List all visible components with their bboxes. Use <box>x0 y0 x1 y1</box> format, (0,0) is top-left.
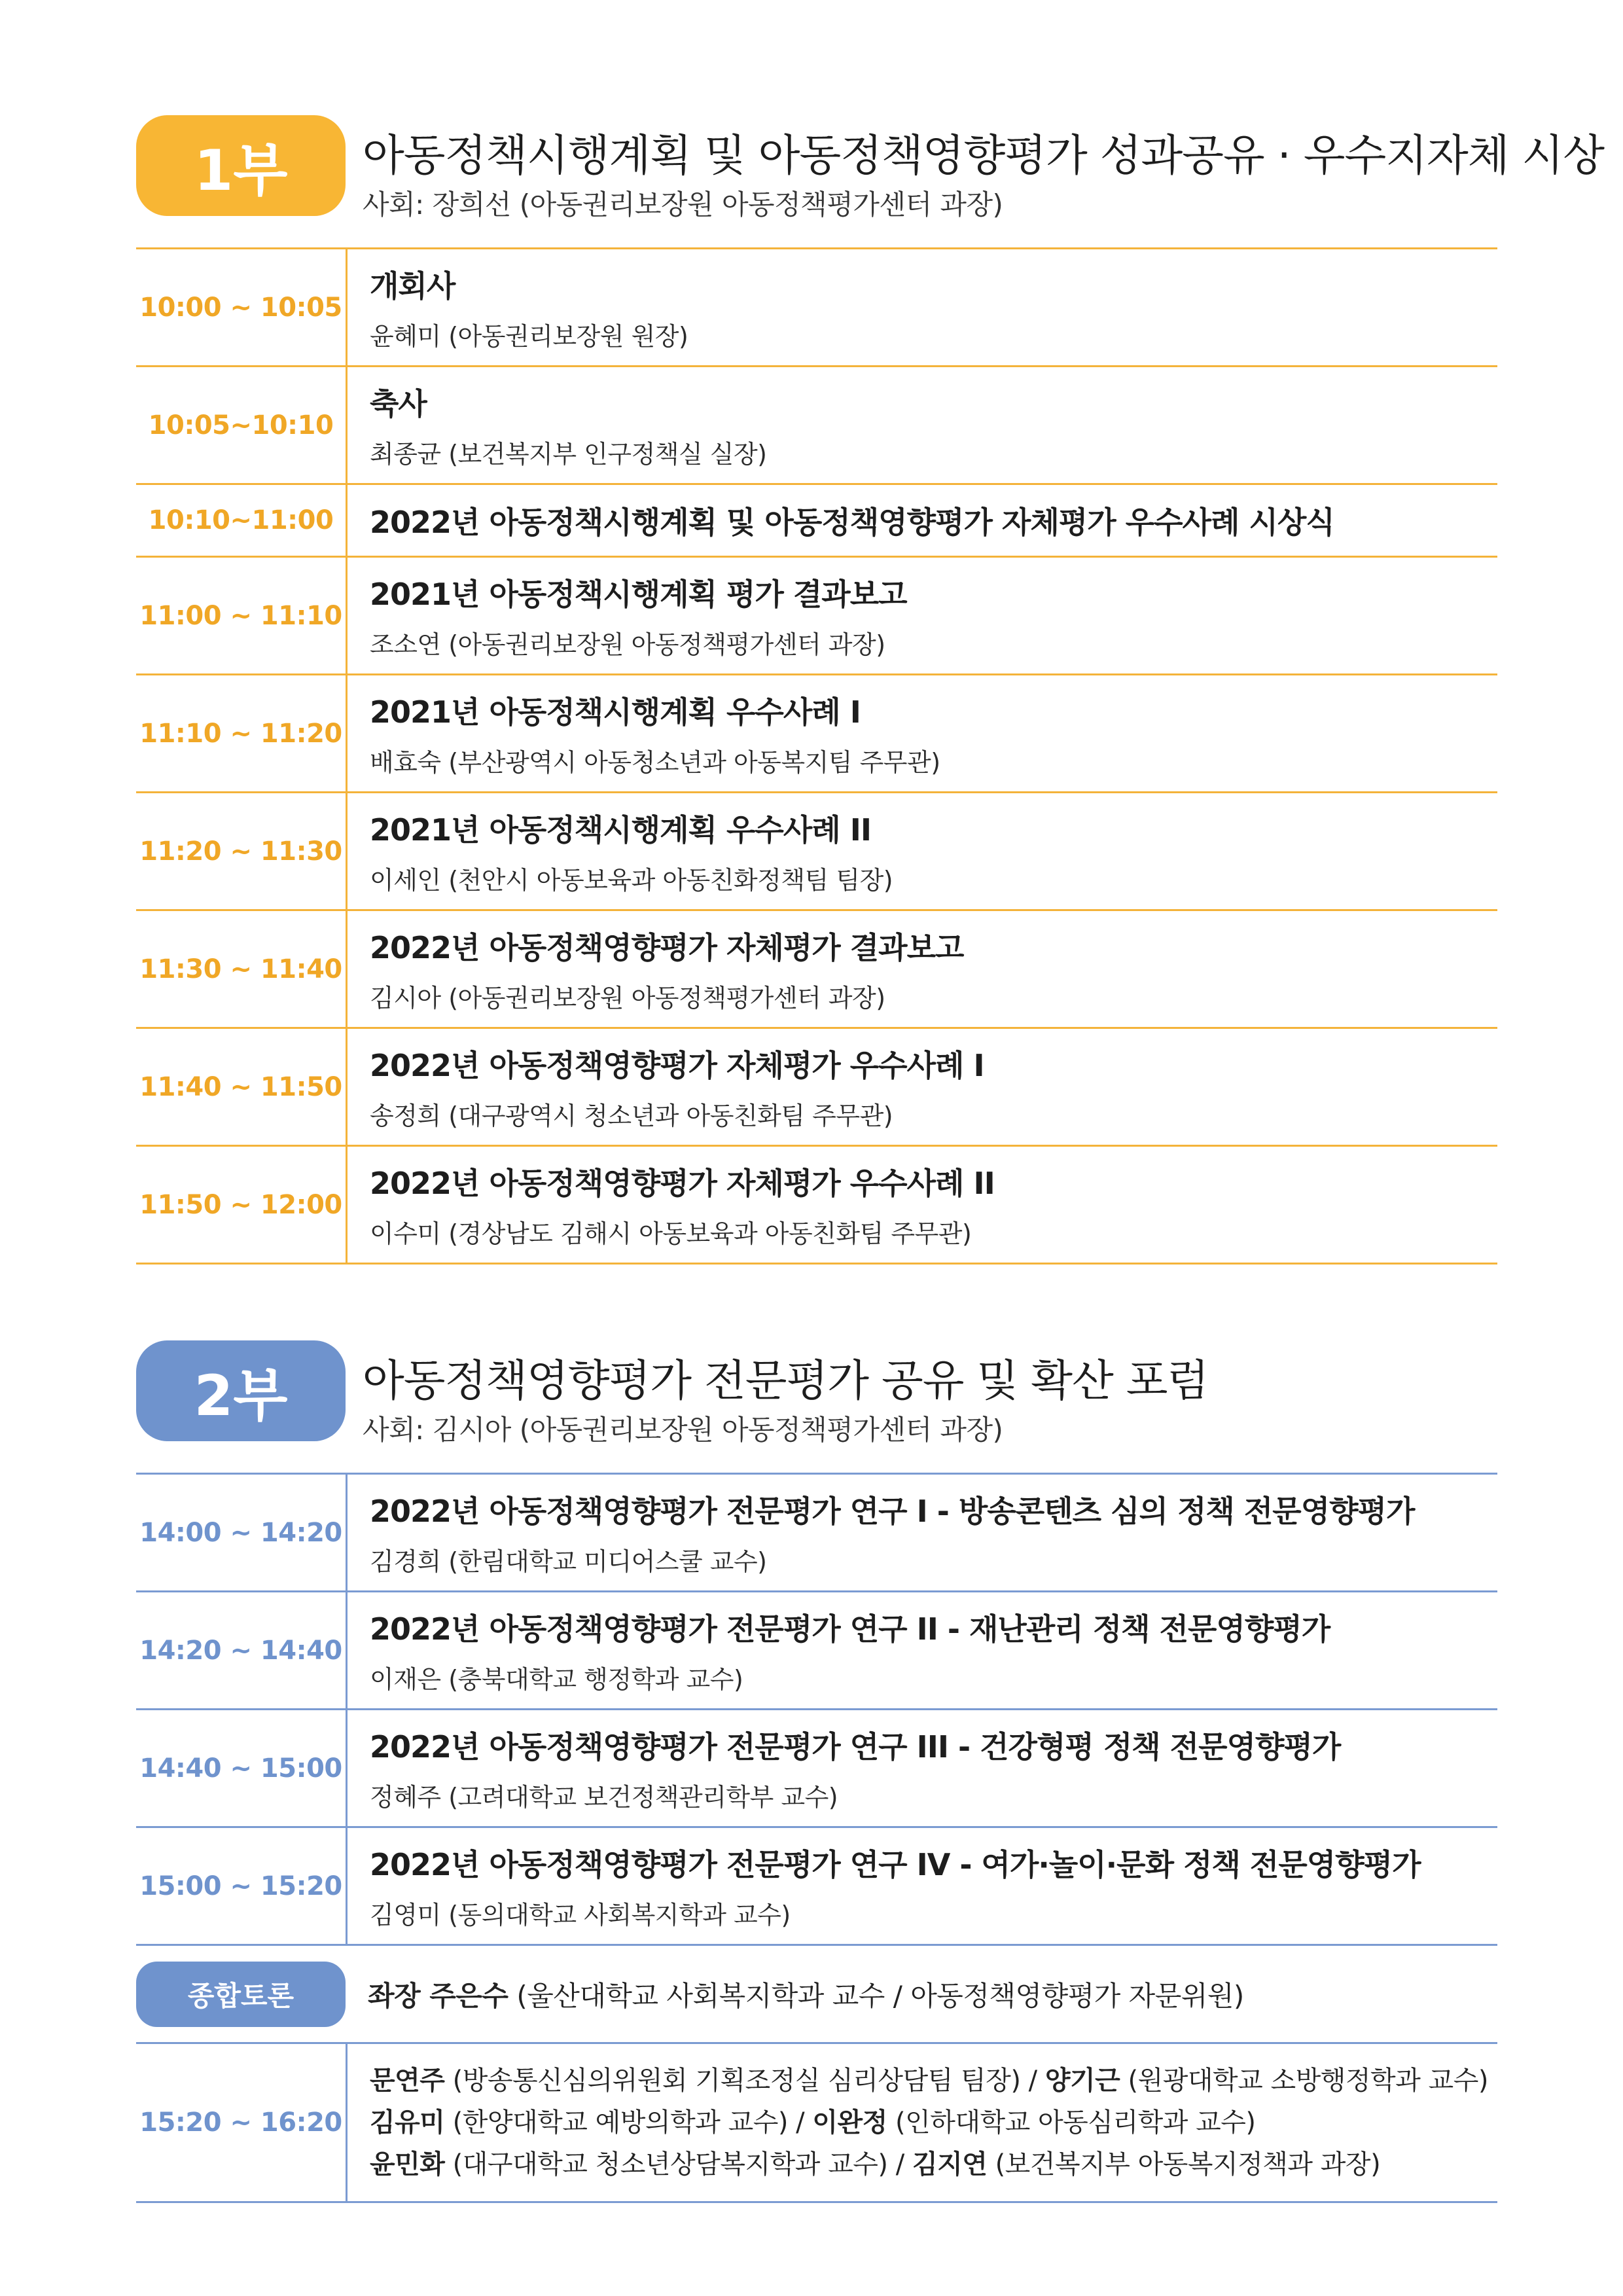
part1-schedule-table <box>136 247 1497 1265</box>
schedule-time: 15:00 ~ 15:20 <box>136 1828 348 1944</box>
panelist-name: 이완정 <box>812 2108 887 2138</box>
schedule-row <box>136 1592 1497 1710</box>
schedule-content <box>348 249 688 365</box>
part2-badge: 2부 <box>136 1340 346 1441</box>
schedule-time: 11:20 ~ 11:30 <box>136 793 348 909</box>
part2-section <box>136 1340 1497 2179</box>
panelist-name: 김지연 <box>912 2149 988 2179</box>
schedule-content <box>348 1147 995 1263</box>
schedule-time: 11:50 ~ 12:00 <box>136 1147 348 1263</box>
panelist-name: 양기근 <box>1044 2066 1120 2096</box>
schedule-speaker: 정혜주 (고려대학교 보건정책관리학부 교수) <box>370 1783 838 1812</box>
schedule-content <box>348 793 893 909</box>
schedule-content <box>348 1828 1421 1944</box>
schedule-time: 14:40 ~ 15:00 <box>136 1710 348 1826</box>
part2-host: 사회: 김시아 (아동권리보장원 아동정책평가센터 과장) <box>363 1414 1003 1446</box>
schedule-row <box>136 1710 1497 1828</box>
schedule-title: 2022년 아동정책영향평가 자체평가 결과보고 <box>370 930 964 965</box>
schedule-content <box>348 367 767 483</box>
schedule-title: 2021년 아동정책시행계획 우수사례 I <box>370 694 861 730</box>
part1-badge: 1부 <box>136 115 346 216</box>
panelist-affiliation: (보건복지부 아동복지정책과 과장) <box>987 2149 1381 2179</box>
chair-name: 좌장 주은수 <box>368 1979 508 2012</box>
schedule-title: 개회사 <box>370 268 455 304</box>
schedule-title: 축사 <box>370 386 427 422</box>
schedule-speaker: 이재은 (충북대학교 행정학과 교수) <box>370 1665 743 1694</box>
panelist-affiliation: (한양대학교 예방의학과 교수) / <box>444 2108 813 2138</box>
schedule-title: 2022년 아동정책영향평가 자체평가 우수사례 II <box>370 1166 995 1201</box>
schedule-speaker: 이세인 (천안시 아동보육과 아동친화정책팀 팀장) <box>370 866 893 895</box>
part1-title: 아동정책시행계획 및 아동정책영향평가 성과공유 · 우수지자체 시상 <box>363 130 1605 181</box>
schedule-time: 11:30 ~ 11:40 <box>136 911 348 1027</box>
schedule-title: 2022년 아동정책시행계획 및 아동정책영향평가 자체평가 우수사례 시상식 <box>370 505 1334 540</box>
schedule-content <box>348 911 963 1027</box>
panelist-name: 문연주 <box>370 2066 445 2096</box>
panel-list <box>348 2044 1488 2201</box>
schedule-time: 14:20 ~ 14:40 <box>136 1592 348 1708</box>
part1-host: 사회: 장희선 (아동권리보장원 아동정책평가센터 과장) <box>363 188 1003 221</box>
schedule-title: 2022년 아동정책영향평가 자체평가 우수사례 I <box>370 1048 984 1083</box>
panelist-name: 윤민화 <box>370 2149 445 2179</box>
schedule-row <box>136 485 1497 558</box>
schedule-title: 2022년 아동정책영향평가 전문평가 연구 III - 건강형평 정책 전문영향평가 <box>370 1729 1341 1765</box>
panel-line <box>370 2060 1488 2102</box>
discussion-chair-row <box>136 1946 1497 2044</box>
schedule-row <box>136 793 1497 911</box>
panelist-affiliation: (방송통신심의위원회 기획조정실 심리상담팀 팀장) / <box>444 2066 1045 2096</box>
schedule-row <box>136 1147 1497 1265</box>
schedule-content <box>348 1029 984 1145</box>
schedule-title: 2022년 아동정책영향평가 전문평가 연구 IV - 여가·놀이·문화 정책 전문영향평가 <box>370 1847 1421 1882</box>
chair-affiliation: (울산대학교 사회복지학과 교수 / 아동정책영향평가 자문위원) <box>508 1979 1244 2012</box>
schedule-speaker: 윤혜미 (아동권리보장원 원장) <box>370 322 688 351</box>
part1-header <box>136 115 1605 221</box>
discussion-panel-row <box>136 2044 1497 2203</box>
schedule-time: 10:10~11:00 <box>136 485 348 556</box>
schedule-time: 11:10 ~ 11:20 <box>136 675 348 791</box>
schedule-speaker: 김시아 (아동권리보장원 아동정책평가센터 과장) <box>370 984 885 1013</box>
schedule-row <box>136 675 1497 793</box>
schedule-time: 15:20 ~ 16:20 <box>136 2044 348 2201</box>
schedule-speaker: 최종균 (보건복지부 인구정책실 실장) <box>370 440 767 469</box>
schedule-speaker: 배효숙 (부산광역시 아동청소년과 아동복지팀 주무관) <box>370 748 940 777</box>
schedule-row <box>136 1029 1497 1147</box>
schedule-speaker: 이수미 (경상남도 김해시 아동보육과 아동친화팀 주무관) <box>370 1219 972 1248</box>
discussion-badge: 종합토론 <box>136 1962 346 2027</box>
schedule-title: 2022년 아동정책영향평가 전문평가 연구 I - 방송콘텐츠 심의 정책 전문영향평가 <box>370 1494 1415 1529</box>
schedule-row <box>136 249 1497 367</box>
panel-line <box>370 2102 1488 2144</box>
part2-schedule-table <box>136 1473 1497 2203</box>
schedule-title: 2021년 아동정책시행계획 우수사례 II <box>370 812 871 848</box>
schedule-time: 10:05~10:10 <box>136 367 348 483</box>
schedule-speaker: 조소연 (아동권리보장원 아동정책평가센터 과장) <box>370 630 885 659</box>
schedule-row <box>136 911 1497 1029</box>
schedule-row <box>136 367 1497 485</box>
panelist-name: 김유미 <box>370 2108 445 2138</box>
discussion-badge-cell <box>136 1962 346 2027</box>
schedule-content <box>348 1592 1330 1708</box>
schedule-speaker: 송정희 (대구광역시 청소년과 아동친화팀 주무관) <box>370 1102 893 1130</box>
schedule-speaker: 김영미 (동의대학교 사회복지학과 교수) <box>370 1901 791 1929</box>
discussion-chair <box>346 1975 1244 2014</box>
schedule-row <box>136 1475 1497 1592</box>
panelist-affiliation: (원광대학교 소방행정학과 교수) <box>1120 2066 1488 2096</box>
part2-title: 아동정책영향평가 전문평가 공유 및 확산 포럼 <box>363 1355 1209 1406</box>
schedule-row <box>136 1828 1497 1946</box>
part1-section <box>136 115 1605 1248</box>
schedule-time: 14:00 ~ 14:20 <box>136 1475 348 1590</box>
schedule-title: 2022년 아동정책영향평가 전문평가 연구 II - 재난관리 정책 전문영향평가 <box>370 1611 1330 1647</box>
schedule-content <box>348 1475 1414 1590</box>
schedule-time: 10:00 ~ 10:05 <box>136 249 348 365</box>
part2-header <box>136 1340 1497 1445</box>
schedule-title: 2021년 아동정책시행계획 평가 결과보고 <box>370 577 907 612</box>
schedule-content <box>348 485 1334 556</box>
schedule-time: 11:40 ~ 11:50 <box>136 1029 348 1145</box>
schedule-row <box>136 558 1497 675</box>
panel-line <box>370 2144 1488 2185</box>
schedule-content <box>348 1710 1340 1826</box>
panelist-affiliation: (대구대학교 청소년상담복지학과 교수) / <box>444 2149 912 2179</box>
schedule-time: 11:00 ~ 11:10 <box>136 558 348 673</box>
schedule-content <box>348 675 940 791</box>
panelist-affiliation: (인하대학교 아동심리학과 교수) <box>887 2108 1256 2138</box>
schedule-speaker: 김경희 (한림대학교 미디어스쿨 교수) <box>370 1547 767 1576</box>
schedule-content <box>348 558 907 673</box>
